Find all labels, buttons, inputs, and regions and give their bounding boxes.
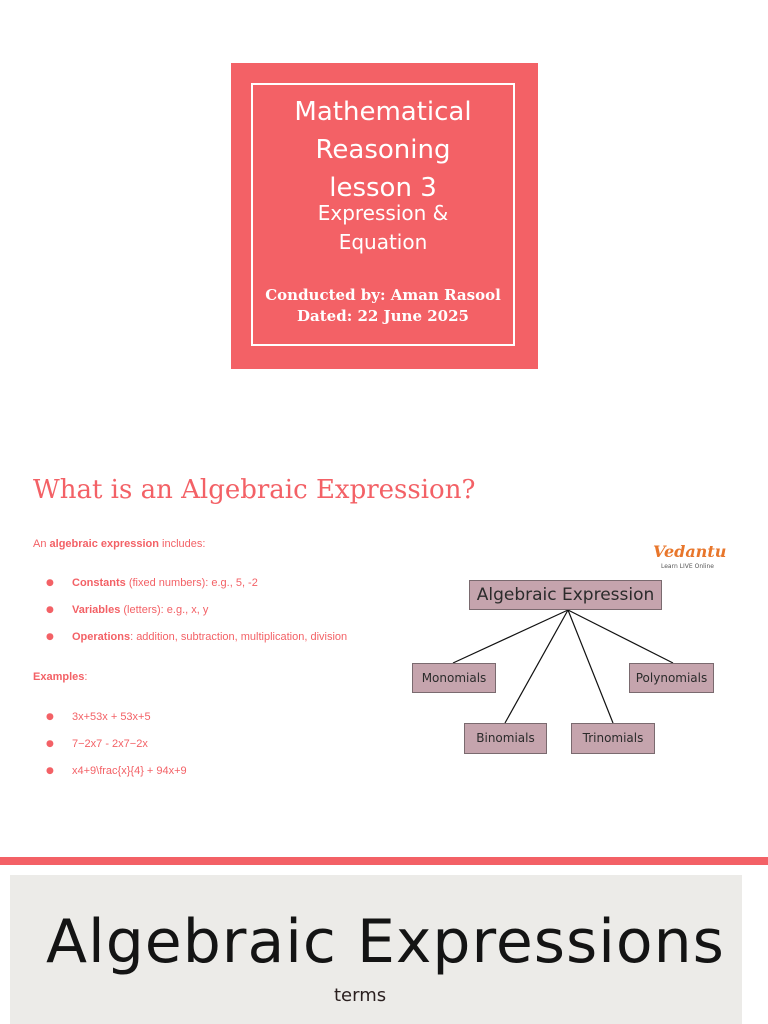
connector-binomials — [505, 610, 568, 723]
section-divider — [0, 857, 768, 865]
vedantu-tagline: Learn LIVE Online — [661, 563, 714, 570]
lesson-meta — [253, 285, 513, 327]
title-card-frame — [251, 83, 515, 346]
handwritten-note: terms — [334, 985, 387, 1006]
subtitle-line-2: Equation — [338, 230, 428, 254]
title-card — [231, 63, 538, 369]
connector-trinomials — [568, 610, 613, 723]
item-term: Variables — [72, 604, 121, 616]
node-trinomials: Trinomials — [571, 723, 655, 754]
handwritten-title: Algebraic Expressions — [46, 907, 725, 977]
examples-colon: : — [84, 671, 88, 683]
lesson-subtitle — [253, 199, 513, 257]
intro-bold: algebraic expression — [49, 538, 159, 550]
title-line-3: lesson 3 — [329, 173, 437, 203]
item-desc: : addition, subtraction, multiplication, division — [130, 631, 348, 643]
examples-label — [33, 670, 87, 684]
list-item — [72, 603, 208, 617]
conducted-by: Conducted by: Aman Rasool — [265, 286, 501, 304]
connector-monomials — [453, 610, 568, 663]
node-binomials: Binomials — [464, 723, 547, 754]
list-item — [72, 576, 258, 590]
bullet: ● — [46, 578, 54, 588]
bullet: ● — [46, 766, 54, 776]
intro-prefix: An — [33, 538, 50, 550]
title-line-1: Mathematical — [294, 97, 472, 127]
item-term: Constants — [72, 577, 126, 589]
handwritten-photo — [10, 875, 742, 1024]
subtitle-line-1: Expression & — [317, 201, 449, 225]
examples-label-bold: Examples — [33, 671, 85, 683]
title-line-2: Reasoning — [315, 135, 451, 165]
connector-polynomials — [568, 610, 673, 663]
example-item: 7−2x7 - 2x7−2x — [72, 738, 148, 750]
vedantu-logo: Vedantu — [653, 542, 727, 561]
intro-suffix: includes: — [158, 538, 206, 550]
bullet: ● — [46, 605, 54, 615]
lesson-date: Dated: 22 June 2025 — [297, 307, 469, 325]
item-term: Operations — [72, 631, 131, 643]
list-item — [72, 630, 347, 644]
algebraic-expression-diagram — [405, 540, 735, 790]
bullet: ● — [46, 632, 54, 642]
node-polynomials: Polynomials — [629, 663, 714, 693]
lesson-title — [253, 93, 513, 207]
item-desc: (fixed numbers): e.g., 5, -2 — [125, 577, 258, 589]
node-root: Algebraic Expression — [469, 580, 662, 610]
bullet: ● — [46, 739, 54, 749]
bullet: ● — [46, 712, 54, 722]
item-desc: (letters): e.g., x, y — [120, 604, 209, 616]
example-item: 3x+53x + 53x+5 — [72, 711, 151, 723]
example-item: x4+9\frac{x}{4} + 94x+9 — [72, 765, 187, 777]
section-heading: What is an Algebraic Expression? — [33, 475, 476, 505]
intro-text — [33, 537, 205, 551]
node-monomials: Monomials — [412, 663, 496, 693]
